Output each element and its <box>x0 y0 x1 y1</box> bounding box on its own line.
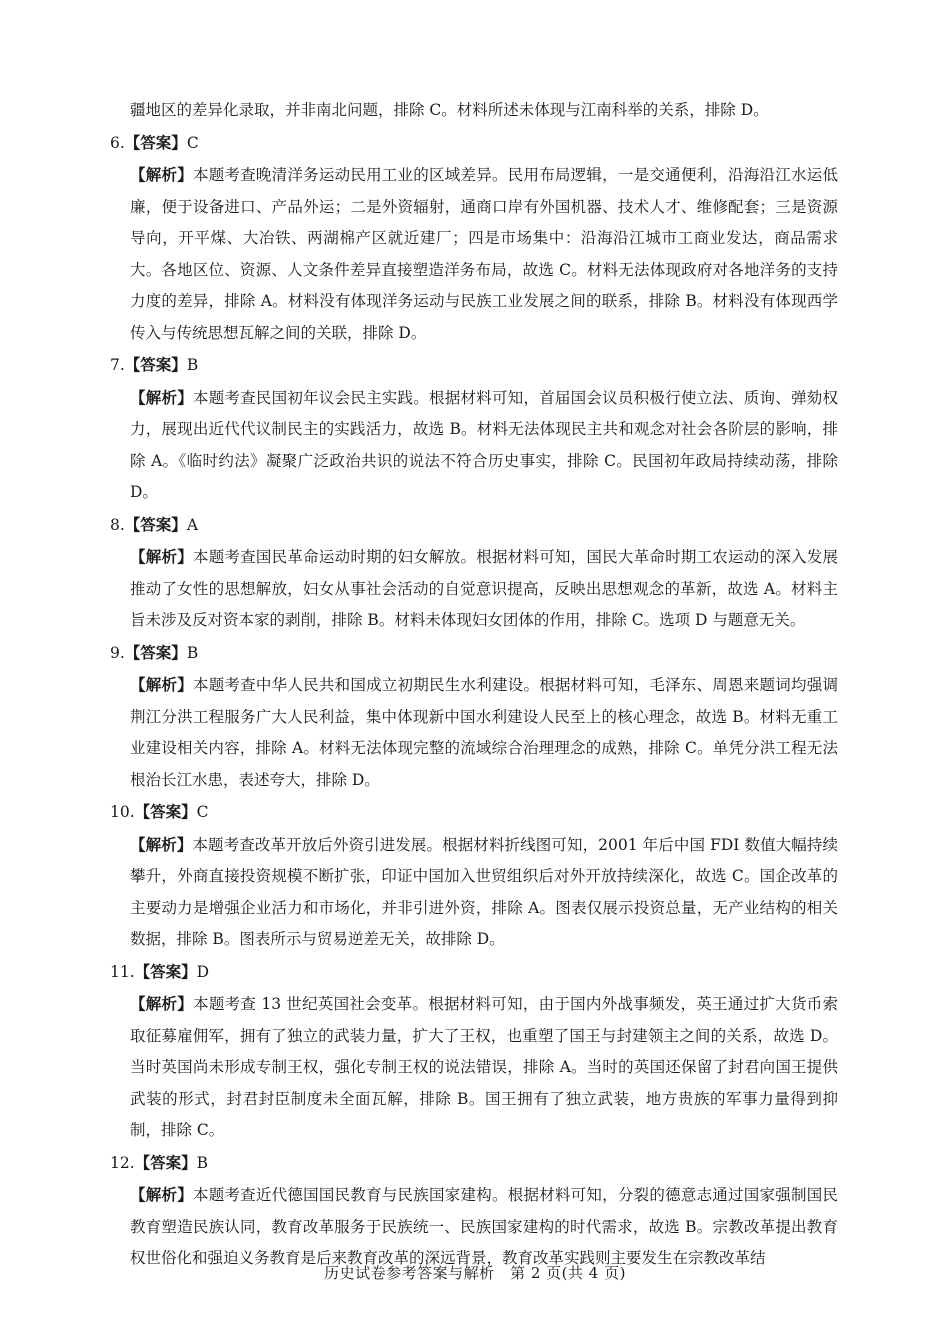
answer-line-12 <box>110 1147 838 1180</box>
question-number: 12. <box>110 1153 135 1172</box>
page-footer: 历史试卷参考答案与解析 第 2 页(共 4 页) <box>324 1264 626 1282</box>
explanation-label: 【解析】 <box>130 994 194 1013</box>
explanation-text: 本题考查国民革命运动时期的妇女解放。根据材料可知，国民大革命时期工农运动的深入发展推动了女性的思想解放，妇女从事社会活动的自觉意识提高，反映出思想观念的革新，故选 A。材料主旨未涉及反对资本家的剥削，排除 B。材料未体现妇女团体的作用，排除 C。选项 D 与题意无关。 <box>130 548 838 629</box>
answer-value: C <box>186 133 199 152</box>
explanation-11 <box>110 988 838 1147</box>
explanation-6 <box>110 159 838 349</box>
explanation-label: 【解析】 <box>130 387 193 407</box>
explanation-9 <box>110 669 838 796</box>
explanation-text: 本题考查 13 世纪英国社会变革。根据材料可知，由于国内外战事频发，英王通过扩大货币索取征募雇佣军，拥有了独立的武装力量，扩大了王权，也重塑了国王与封建领主之间的关系，故选 D。当时英国尚未形成专制王权，强化专制王权的说法错误，排除 A。当时的英国还保留了封君向国王提供武装的形式，封君封臣制度未全面瓦解，排除 B。国王拥有了独立武装，地方贵族的军事力量得到抑制，排除 C。 <box>130 995 838 1139</box>
question-number: 10. <box>110 803 135 821</box>
explanation-text: 本题考查中华人民共和国成立初期民生水利建设。根据材料可知，毛泽东、周恩来题词均强调荆江分洪工程服务广大人民利益，集中体现新中国水利建设人民至上的核心理念，故选 B。材料无重工业建设相关内容，排除 A。材料无法体现完整的流域综合治理理念的成熟，排除 C。单凭分洪工程无法根治长江水患，表述夸大，排除 D。 <box>130 676 838 789</box>
answer-label: 【答案】 <box>134 961 197 981</box>
explanation-10 <box>110 829 838 956</box>
explanation-text: 本题考查改革开放后外资引进发展。根据材料折线图可知，2001 年后中国 FDI 数值大幅持续攀升，外商直接投资规模不断扩张，印证中国加入世贸组织后对外开放持续深化，故选 C。国企改革的主要动力是增强企业活力和市场化，并非引进外资，排除 A。图表仅展示投资总量，无产业结构的相关数据，排除 B。图表所示与贸易逆差无关，故排除 D。 <box>130 835 838 948</box>
explanation-label: 【解析】 <box>130 834 193 854</box>
answer-value: B <box>196 1153 209 1172</box>
continuation-paragraph: 疆地区的差异化录取，并非南北问题，排除 C。材料所述未体现与江南科举的关系，排除 D。 <box>130 101 769 119</box>
explanation-12 <box>110 1179 838 1275</box>
explanation-7 <box>110 382 838 509</box>
answer-value: C <box>196 803 209 821</box>
explanation-text: 本题考查近代德国国民教育与民族国家建构。根据材料可知，分裂的德意志通过国家强制国民教育塑造民族认同，教育改革服务于民族统一、民族国家建构的时代需求，故选 B。宗教改革提出教育权世俗化和强迫义务教育是后来教育改革的深远背景，教育改革实践则主要发生在宗教改革结 <box>130 1186 838 1267</box>
answer-line-10 <box>110 796 838 829</box>
answer-value: B <box>186 643 199 662</box>
answer-label: 【答案】 <box>124 514 187 534</box>
explanation-8 <box>110 541 838 637</box>
answer-value: D <box>196 962 210 981</box>
explanation-label: 【解析】 <box>130 547 193 566</box>
answer-label: 【答案】 <box>124 355 187 374</box>
answer-line-8 <box>110 509 838 542</box>
answer-label: 【答案】 <box>134 1152 197 1172</box>
answer-line-6 <box>110 127 838 160</box>
answer-label: 【答案】 <box>134 802 197 821</box>
question-number: 11. <box>110 962 135 981</box>
answer-value: B <box>186 356 199 374</box>
question-number: 9. <box>110 643 125 662</box>
document-body <box>110 95 838 1275</box>
answer-line-7 <box>110 349 838 382</box>
explanation-label: 【解析】 <box>130 675 193 694</box>
explanation-label: 【解析】 <box>130 165 193 184</box>
explanation-text: 本题考查民国初年议会民主实践。根据材料可知，首届国会议员积极行使立法、质询、弹劾权力，展现出近代代议制民主的实践活力，故选 B。材料无法体现民主共和观念对社会各阶层的影响，排除 A。《临时约法》凝聚广泛政治共识的说法不符合历史事实，排除 C。民国初年政局持续动荡，排除 D。 <box>130 388 838 501</box>
question-number: 7. <box>110 356 125 374</box>
answer-label: 【答案】 <box>124 642 187 662</box>
answer-label: 【答案】 <box>124 132 187 152</box>
question-number: 8. <box>110 515 125 534</box>
answer-line-9 <box>110 637 838 670</box>
answer-line-11 <box>110 956 838 989</box>
question-number: 6. <box>110 133 125 152</box>
explanation-text: 本题考查晚清洋务运动民用工业的区域差异。民用布局逻辑，一是交通便利，沿海沿江水运低廉，便于设备进口、产品外运；二是外资辐射，通商口岸有外国机器、技术人才、维修配套；三是资源导向，开平煤、大冶铁、两湖棉产区就近建厂；四是市场集中：沿海沿江城市工商业发达，商品需求大。各地区位、资源、人文条件差异直接塑造洋务布局，故选 C。材料无法体现政府对各地洋务的支持力度的差异，排除 A。材料没有体现洋务运动与民族工业发展之间的联系，排除 B。材料没有体现西学传入与传统思想瓦解之间的关联，排除 D。 <box>130 166 838 342</box>
explanation-label: 【解析】 <box>130 1185 193 1204</box>
answer-value: A <box>186 515 199 534</box>
